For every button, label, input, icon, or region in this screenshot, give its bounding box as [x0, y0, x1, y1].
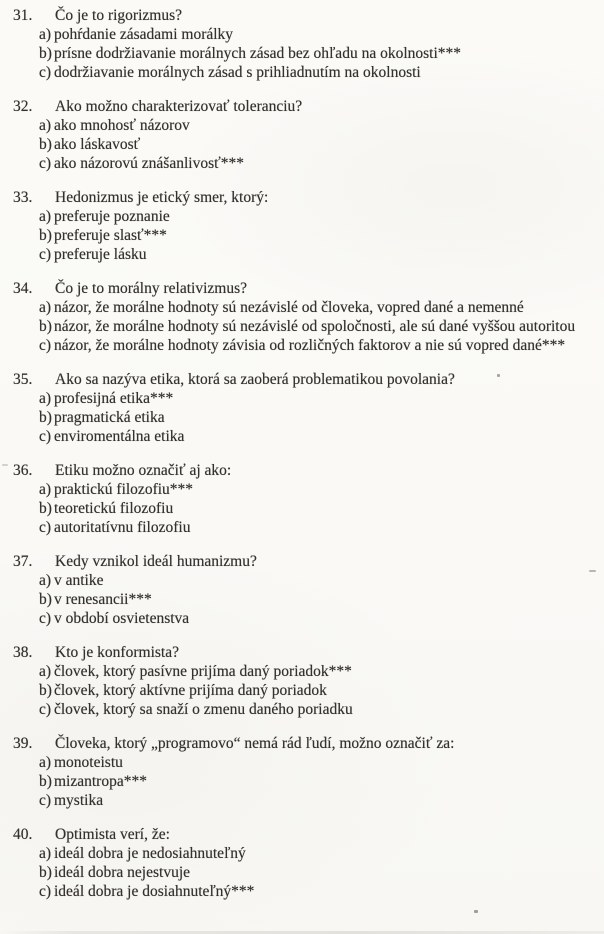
- question-heading: [0, 370, 604, 389]
- option-letter: c): [39, 610, 52, 627]
- answer-option: [0, 590, 604, 609]
- answer-option: [0, 882, 604, 901]
- question-text: Optimista verí, že:: [55, 826, 170, 843]
- answer-option: [0, 700, 604, 719]
- question-heading: [0, 188, 604, 207]
- option-text: preferuje lásku: [54, 246, 147, 263]
- answer-option: [0, 135, 604, 154]
- question-heading: [0, 6, 604, 25]
- question-block: [0, 643, 604, 719]
- option-letter: a): [39, 117, 52, 134]
- option-text: praktickú filozofiu***: [54, 481, 194, 498]
- option-text: dodržiavanie morálnych zásad s prihliadnutím na okolnosti: [54, 64, 421, 81]
- option-text: ako názorovú znášanlivosť***: [54, 155, 244, 172]
- question-text: Čo je to morálny relativizmus?: [55, 280, 247, 297]
- option-text: názor, že morálne hodnoty sú nezávislé od človeka, vopred dané a nemenné: [54, 299, 524, 316]
- question-block: [0, 461, 604, 537]
- question-block: [0, 370, 604, 446]
- option-letter: c): [39, 792, 52, 809]
- option-letter: b): [39, 773, 52, 790]
- question-text: Hedonizmus je etický smer, ktorý:: [55, 189, 269, 206]
- option-letter: a): [39, 845, 52, 862]
- answer-option: [0, 298, 604, 317]
- question-block: [0, 188, 604, 264]
- answer-option: [0, 408, 604, 427]
- answer-option: [0, 863, 604, 882]
- option-text: mystika: [54, 792, 104, 809]
- option-letter: b): [39, 864, 52, 881]
- question-text: Ako možno charakterizovať toleranciu?: [55, 98, 303, 115]
- option-letter: c): [39, 64, 52, 81]
- option-letter: a): [39, 26, 52, 43]
- option-letter: a): [39, 390, 52, 407]
- option-text: názor, že morálne hodnoty sú nezávislé od spoločnosti, ale sú dané vyššou autoritou: [54, 318, 576, 335]
- question-block: [0, 734, 604, 810]
- question-number: 35.: [13, 371, 33, 388]
- option-text: profesijná etika***: [54, 390, 174, 407]
- answer-option: [0, 609, 604, 628]
- question-text: Človeka, ktorý „programovo“ nemá rád ľudí, možno označiť za:: [55, 735, 455, 752]
- option-letter: a): [39, 208, 52, 225]
- option-letter: c): [39, 337, 52, 354]
- option-text: ideál dobra nejestvuje: [54, 864, 191, 881]
- answer-option: [0, 336, 604, 355]
- answer-option: [0, 44, 604, 63]
- question-block: [0, 825, 604, 901]
- question-heading: [0, 643, 604, 662]
- option-letter: a): [39, 481, 52, 498]
- question-heading: [0, 825, 604, 844]
- scan-speck: [474, 910, 478, 913]
- option-letter: b): [39, 682, 52, 699]
- answer-option: [0, 427, 604, 446]
- option-text: človek, ktorý sa snaží o zmenu daného poriadku: [54, 701, 353, 718]
- option-text: autoritatívnu filozofiu: [54, 519, 191, 536]
- answer-option: [0, 662, 604, 681]
- question-text: Kedy vznikol ideál humanizmu?: [55, 553, 257, 570]
- option-text: ideál dobra je nedosiahnuteľný: [54, 845, 246, 862]
- option-letter: a): [39, 663, 52, 680]
- answer-option: [0, 518, 604, 537]
- answer-option: [0, 317, 604, 336]
- question-number: 32.: [13, 98, 33, 115]
- option-letter: c): [39, 701, 52, 718]
- question-number: 39.: [13, 735, 33, 752]
- answer-option: [0, 245, 604, 264]
- answer-option: [0, 116, 604, 135]
- option-text: ideál dobra je dosiahnuteľný***: [54, 883, 255, 900]
- option-text: v antike: [54, 572, 104, 589]
- option-text: monoteistu: [54, 754, 123, 771]
- option-letter: b): [39, 591, 52, 608]
- scan-speck: [2, 464, 8, 466]
- answer-option: [0, 154, 604, 173]
- scan-speck: [497, 374, 500, 377]
- option-text: teoretickú filozofiu: [54, 500, 174, 517]
- option-text: pohŕdanie zásadami morálky: [54, 26, 234, 43]
- question-block: [0, 6, 604, 82]
- question-heading: [0, 552, 604, 571]
- option-letter: a): [39, 754, 52, 771]
- option-text: mizantropa***: [54, 773, 147, 790]
- question-text: Ako sa nazýva etika, ktorá sa zaoberá problematikou povolania?: [55, 371, 455, 388]
- option-text: preferuje poznanie: [54, 208, 170, 225]
- option-text: prísne dodržiavanie morálnych zásad bez ohľadu na okolnosti***: [54, 45, 462, 62]
- question-heading: [0, 97, 604, 116]
- option-letter: b): [39, 45, 52, 62]
- option-letter: b): [39, 136, 52, 153]
- option-letter: c): [39, 428, 52, 445]
- question-number: 36.: [13, 462, 33, 479]
- option-letter: c): [39, 883, 52, 900]
- answer-option: [0, 25, 604, 44]
- answer-option: [0, 480, 604, 499]
- option-text: preferuje slasť***: [54, 227, 167, 244]
- answer-option: [0, 844, 604, 863]
- question-text: Kto je konformista?: [55, 644, 179, 661]
- option-letter: a): [39, 572, 52, 589]
- option-letter: b): [39, 227, 52, 244]
- option-letter: b): [39, 500, 52, 517]
- answer-option: [0, 772, 604, 791]
- option-text: enviromentálna etika: [54, 428, 185, 445]
- question-number: 37.: [13, 553, 33, 570]
- option-letter: b): [39, 409, 52, 426]
- option-letter: b): [39, 318, 52, 335]
- answer-option: [0, 791, 604, 810]
- scan-speck: [589, 570, 596, 572]
- question-number: 40.: [13, 826, 33, 843]
- question-number: 31.: [13, 7, 33, 24]
- question-heading: [0, 734, 604, 753]
- option-text: človek, ktorý pasívne prijíma daný poriadok***: [54, 663, 352, 680]
- answer-option: [0, 681, 604, 700]
- question-heading: [0, 461, 604, 480]
- answer-option: [0, 571, 604, 590]
- question-number: 33.: [13, 189, 33, 206]
- option-letter: a): [39, 299, 52, 316]
- option-text: v renesancii***: [54, 591, 152, 608]
- option-letter: c): [39, 519, 52, 536]
- question-number: 34.: [13, 280, 33, 297]
- option-text: názor, že morálne hodnoty závisia od rozličných faktorov a nie sú vopred dané***: [54, 337, 566, 354]
- question-text: Čo je to rigorizmus?: [55, 7, 182, 24]
- answer-option: [0, 207, 604, 226]
- option-letter: c): [39, 246, 52, 263]
- option-text: ako láskavosť: [54, 136, 141, 153]
- option-text: človek, ktorý aktívne prijíma daný poriadok: [54, 682, 327, 699]
- answer-option: [0, 226, 604, 245]
- option-letter: c): [39, 155, 52, 172]
- question-number: 38.: [13, 644, 33, 661]
- answer-option: [0, 63, 604, 82]
- question-block: [0, 552, 604, 628]
- question-block: [0, 97, 604, 173]
- question-block: [0, 279, 604, 355]
- answer-option: [0, 389, 604, 408]
- question-heading: [0, 279, 604, 298]
- option-text: v období osvietenstva: [54, 610, 190, 627]
- option-text: ako mnohosť názorov: [54, 117, 190, 134]
- answer-option: [0, 499, 604, 518]
- answer-option: [0, 753, 604, 772]
- question-text: Etiku možno označiť aj ako:: [55, 462, 232, 479]
- option-text: pragmatická etika: [54, 409, 165, 426]
